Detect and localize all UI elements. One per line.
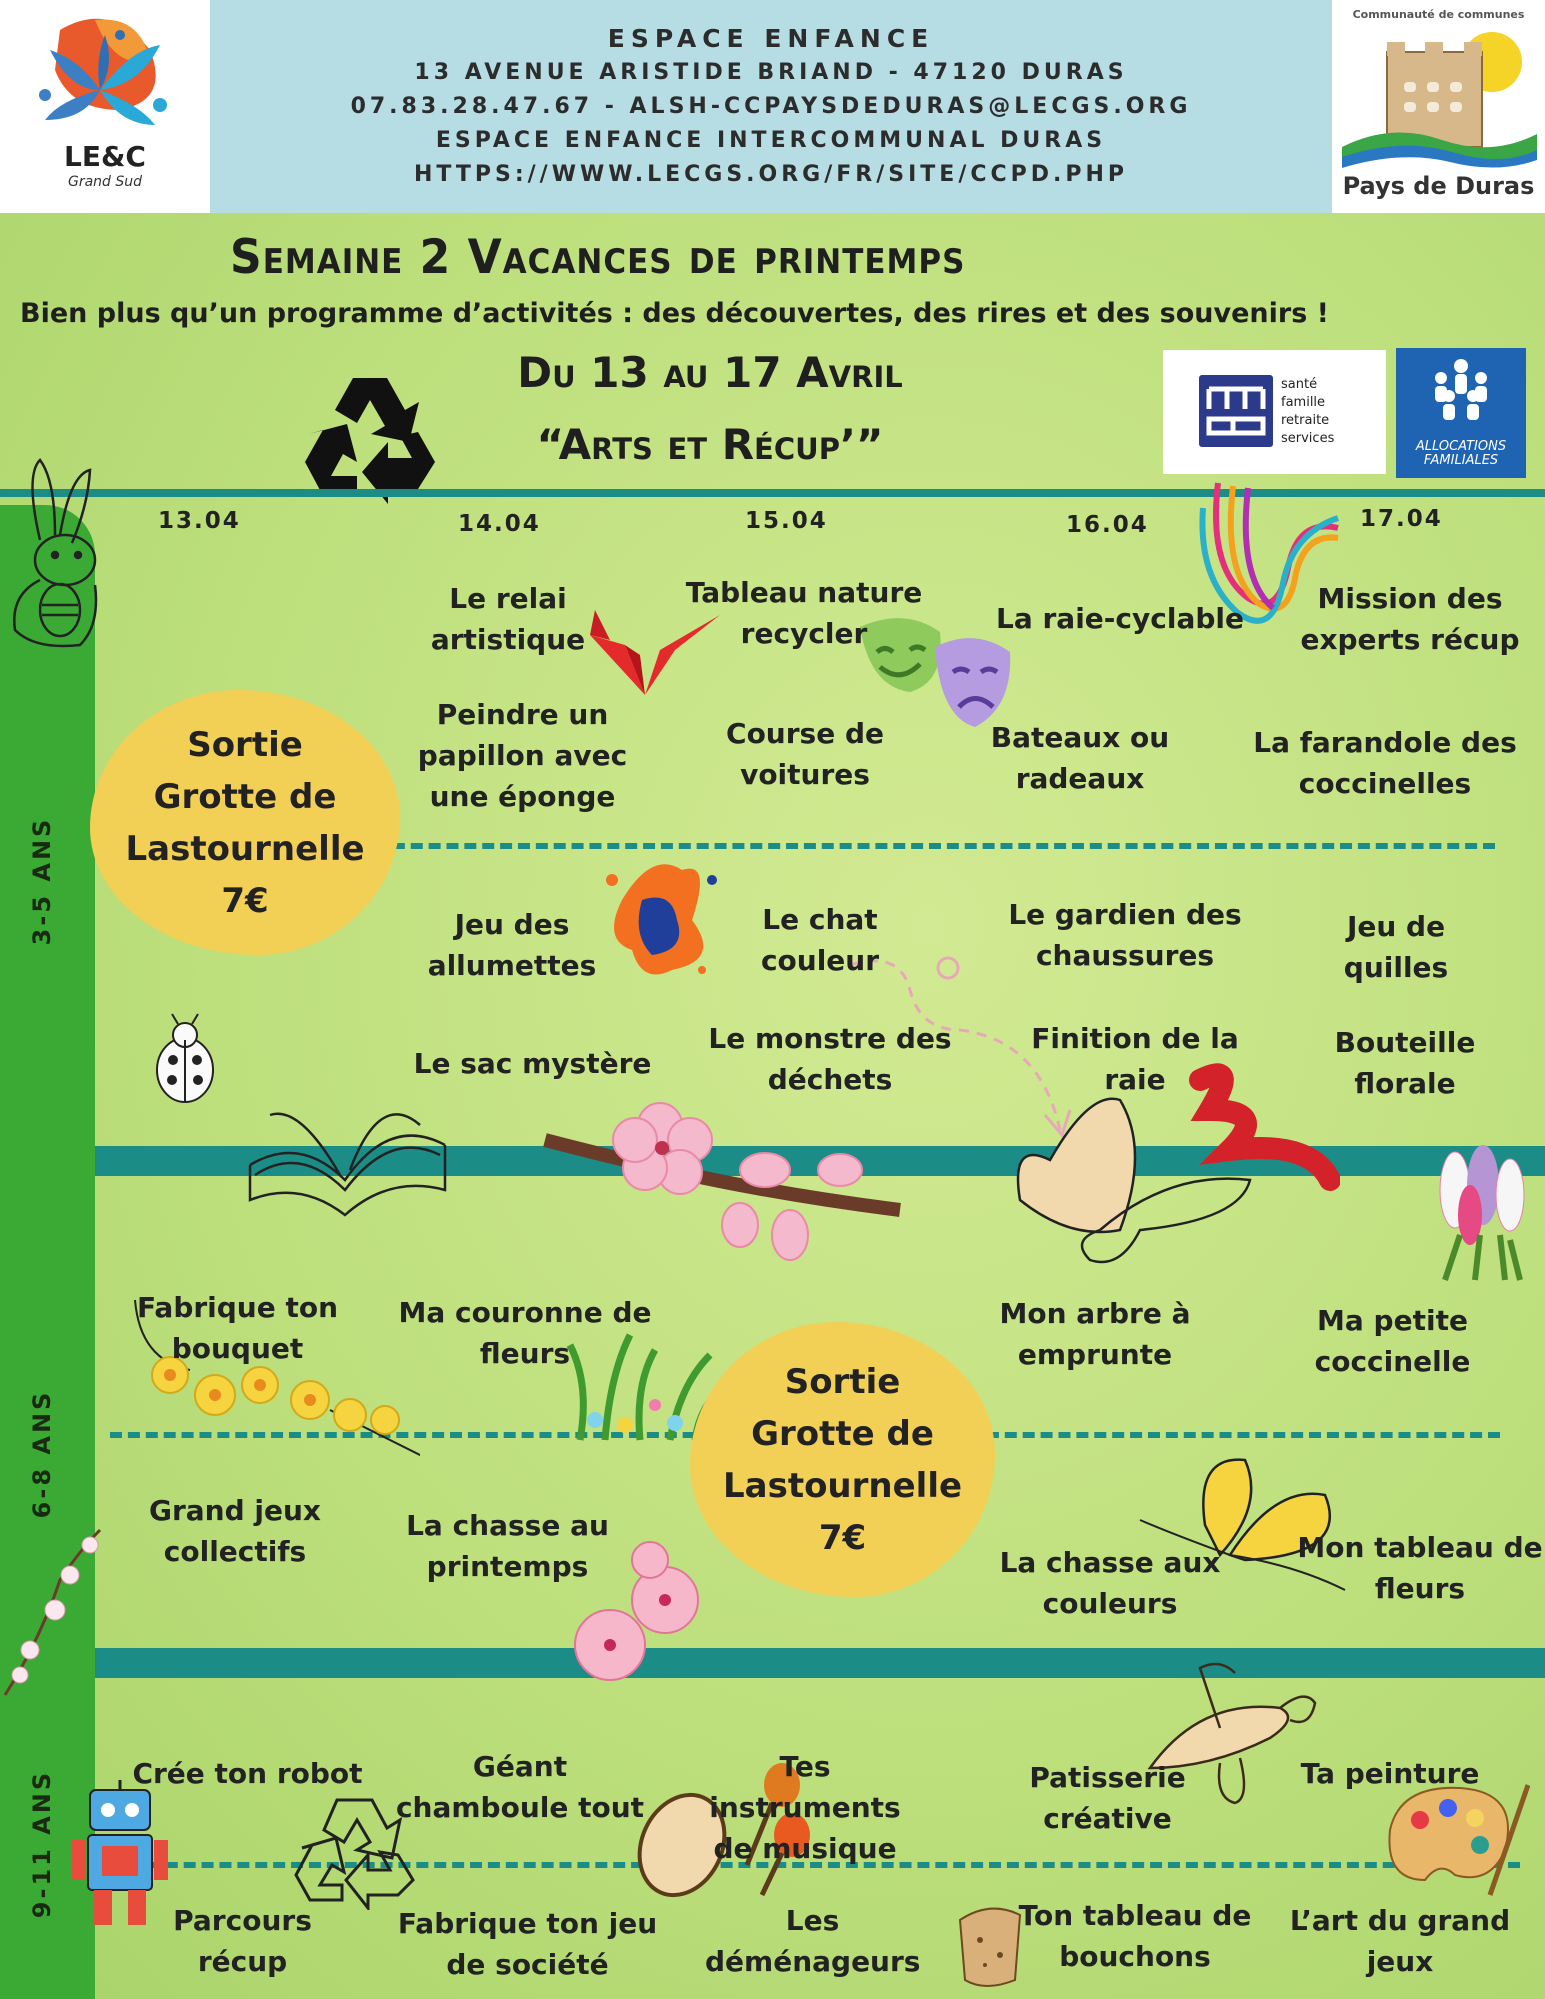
activity: Ma petite coccinelle [1314,1304,1471,1378]
day-header: 16.04 [1066,512,1149,538]
date-range: Du 13 au 17 Avril [517,348,903,397]
lec-logo [0,0,210,213]
activity: Jeu de quilles [1343,910,1449,984]
activity: Le monstre des déchets [708,1022,952,1096]
activity: Bouteille florale [1334,1026,1476,1100]
caf-line: ALLOCATIONS [1415,439,1507,454]
msa-letters-icon [1199,375,1273,447]
activity: Le chat couleur [760,903,880,977]
msa-logo [1163,350,1386,474]
open-book-icon [240,1085,450,1225]
day-header: 17.04 [1360,506,1443,532]
hyacinth-flowers-icon [1425,1145,1535,1285]
activity: Ma couronne de fleurs [398,1296,652,1370]
activity: Le sac mystère [413,1047,652,1080]
header-address: 13 AVENUE ARISTIDE BRIAND - 47120 DURAS [414,59,1128,85]
header-phone-email: 07.83.28.47.67 - ALSH-CCPAYSDEDURAS@LECGS.ORG [350,93,1192,119]
week-theme: “Arts et Récup’” [536,420,884,469]
activity: La farandole des coccinelles [1253,726,1517,800]
ccpd-top-text: Communauté de communes [1352,8,1525,21]
lec-subtitle: Grand Sud [67,174,143,190]
header-line-4: ESPACE ENFANCE INTERCOMMUNAL DURAS [435,127,1107,153]
msa-text [1281,376,1334,448]
activity: Les déménageurs [705,1904,921,1978]
age-label-6-8: 6-8 ANS [28,1389,56,1519]
header-website: HTTPS://WWW.LECGS.ORG/FR/SITE/CCPD.PHP [413,161,1129,187]
recycle-icon [295,368,445,508]
sortie-badge-3-5 [90,690,400,955]
msa-line: santé [1281,377,1318,392]
divider-dashed [375,843,1495,849]
sortie-text: Sortie Grotte de Lastournelle 7€ [722,1361,963,1558]
activity: L’art du grand jeux [1289,1904,1511,1978]
activity: La chasse au printemps [406,1509,609,1583]
header-line-1: ESPACE ENFANCE [607,23,935,53]
activity: La chasse aux couleurs [999,1546,1221,1620]
activity: Mission des experts récup [1300,582,1520,656]
activity: La raie-cyclable [996,602,1244,635]
activity: Jeu des allumettes [427,908,597,982]
activity: Ta peinture [1300,1757,1480,1790]
activity: Le gardien des chaussures [1008,898,1242,972]
tagline: Bien plus qu’un programme d’activités : des découvertes, des rires et des souvenirs ! [20,298,1329,329]
activity: Le relai artistique [430,582,586,656]
day-header: 13.04 [158,508,241,534]
cherry-blossom-branch-icon [540,1100,910,1270]
msa-line: retraite [1281,413,1330,428]
activity: Ton tableau de bouchons [1018,1899,1252,1973]
header-contact-band [210,0,1332,213]
paint-palette-icon [1380,1780,1530,1900]
activity: Crée ton robot [132,1757,363,1790]
msa-mark [1199,375,1273,447]
divider-teal [95,1648,1545,1678]
caf-text [1396,440,1526,468]
day-header: 15.04 [745,508,828,534]
activity: Finition de la raie [1031,1022,1239,1096]
activity: Fabrique ton jeu de société [397,1907,658,1981]
age-label-9-11: 9-11 ANS [28,1769,56,1919]
sortie-text: Sortie Grotte de Lastournelle 7€ [125,724,365,921]
sortie-badge-6-8 [690,1322,995,1597]
activity: Mon tableau de fleurs [1297,1531,1543,1605]
activity: Peindre un papillon avec une éponge [417,698,628,813]
day-header: 14.04 [458,511,541,537]
caf-people-icon [1421,356,1501,426]
bunny-icon [0,455,115,650]
activity: Parcours récup [173,1904,312,1978]
activity: Tes instruments de musique [709,1750,901,1865]
lec-name: LE&C [64,140,146,173]
activity: Grand jeux collectifs [149,1494,321,1568]
age-label-3-5: 3-5 ANS [28,816,56,946]
msa-line: services [1281,431,1335,446]
ccpd-name: Pays de Duras [1342,172,1535,200]
ladybug-outline-icon [140,1010,230,1110]
activity: Bateaux ou radeaux [990,721,1170,795]
caf-logo [1396,348,1526,478]
activity: Fabrique ton bouquet [136,1291,339,1365]
page-title: Semaine 2 Vacances de printemps [230,229,966,286]
castle-tower-icon [1332,22,1545,172]
caf-line: FAMILIALES [1423,453,1499,468]
activity: Mon arbre à emprunte [999,1297,1191,1371]
msa-line: famille [1281,395,1326,410]
activity: Patisserie créative [1029,1761,1186,1835]
white-blossom-branch-icon [0,1520,110,1700]
activity: Tableau nature recycler [685,576,923,650]
pays-de-duras-logo [1332,0,1545,213]
activity: Course de voitures [726,717,884,791]
activity: Géant chamboule tout [395,1750,645,1824]
